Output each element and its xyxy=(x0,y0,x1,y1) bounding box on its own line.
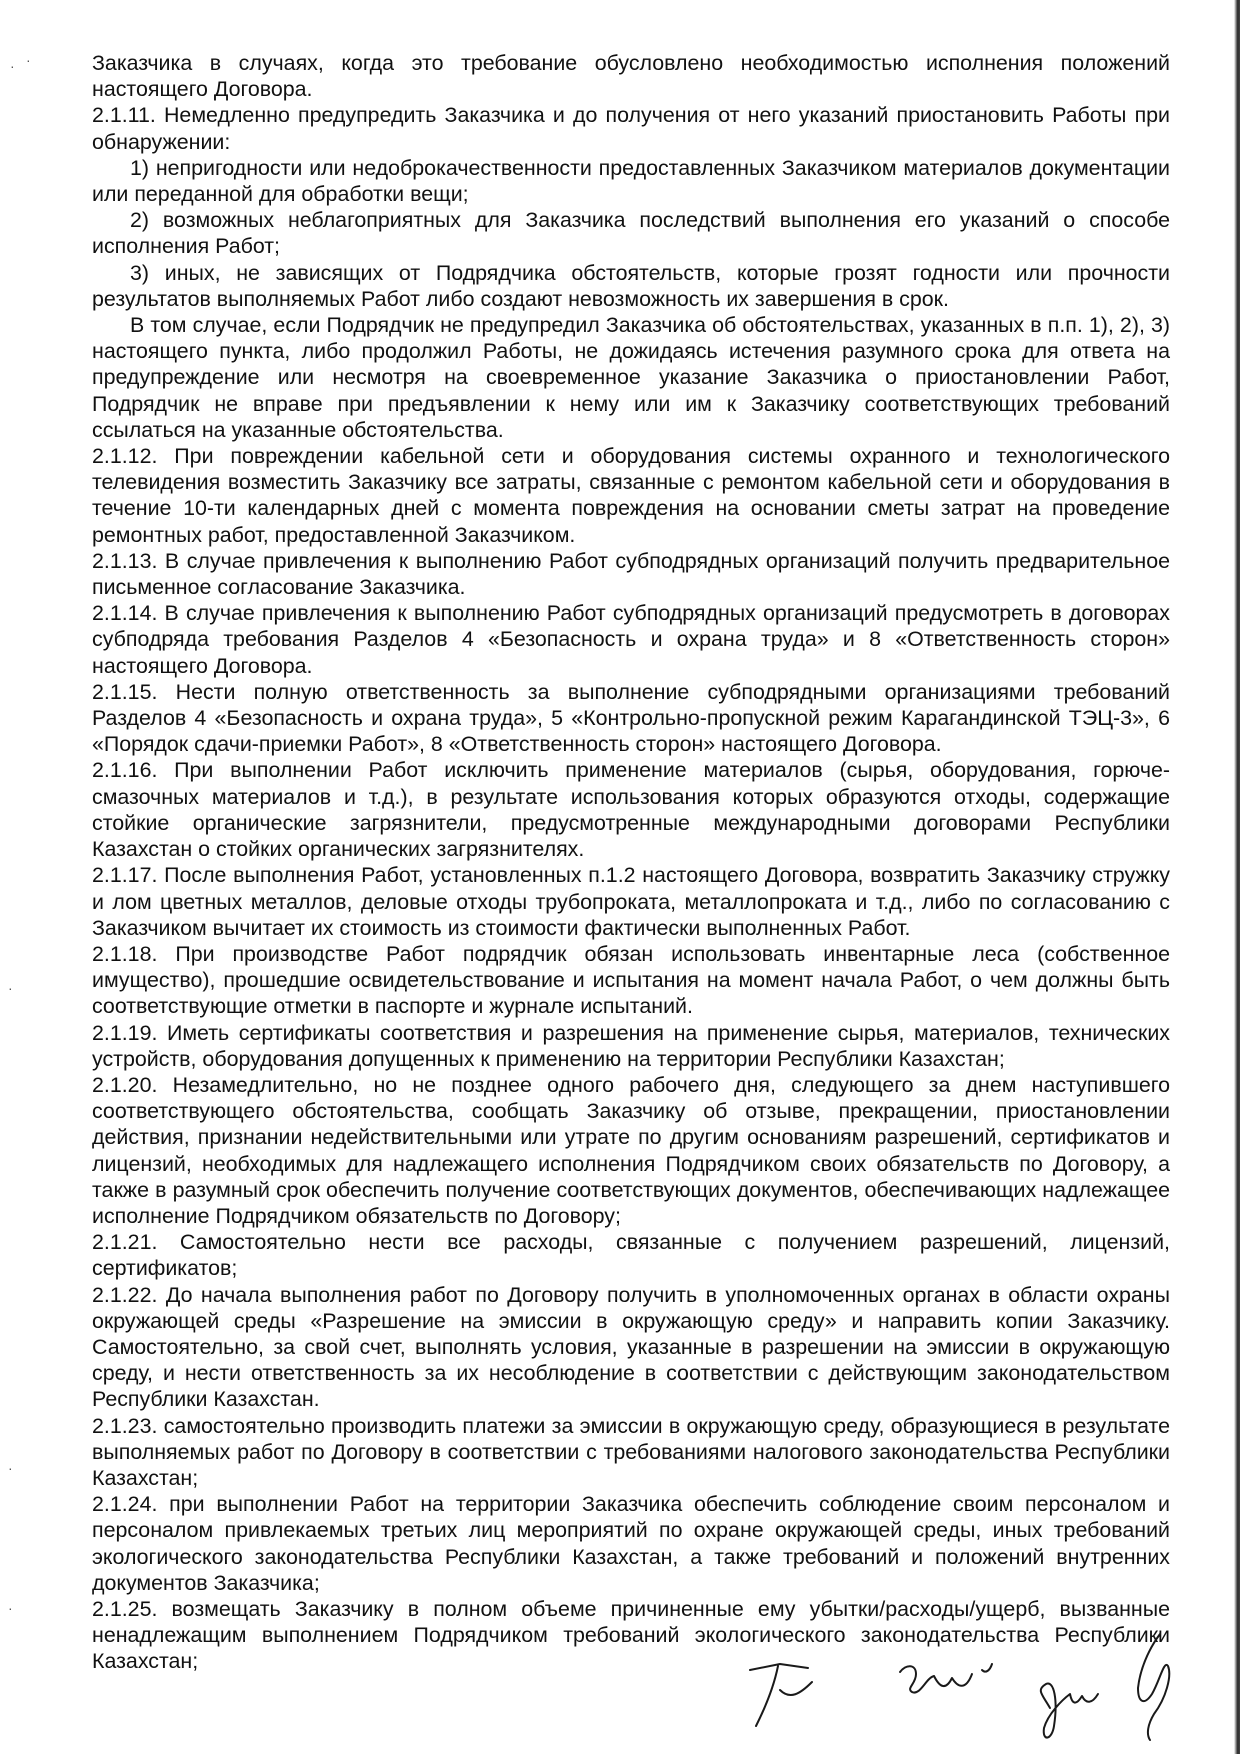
list-item-1: 1) непригодности или недоброкачественности предоставленных Заказчиком материалов документации или переданной для обработки вещи; xyxy=(92,155,1170,207)
clause-2-1-24: 2.1.24. при выполнении Работ на территории Заказчика обеспечить соблюдение своим персоналом и персоналом привлекаемых третьих лиц мероприятий по охране окружающей среды, иных требований экологического законодательства Республики Казахстан, а также требований и положений внутренних документов Заказчика; xyxy=(92,1492,1170,1595)
document-body xyxy=(92,50,1170,1675)
paragraph: В том случае, если Подрядчик не предупредил Заказчика об обстоятельствах, указанных в п.п. 1), 2), 3) настоящего пункта, либо продолжил Работы, не дожидаясь истечения разумного срока для ответа на предупреждение или несмотря на своевременное указание Заказчика о приостановлении Работ, Подрядчик не вправе при предъявлении к нему или им к Заказчику соответствующих требований ссылаться на указанные обстоятельства. xyxy=(92,313,1170,442)
margin-dot: · xyxy=(8,980,13,996)
clause-2-1-15: 2.1.15. Нести полную ответственность за выполнение субподрядными организациями требований Разделов 4 «Безопасность и охрана труда», 5 «Контрольно-пропускной режим Карагандинской ТЭЦ-3», 6 «Порядок сдачи-приемки Работ», 8 «Ответственность сторон» настоящего Договора. xyxy=(92,679,1170,757)
clause-2-1-17: 2.1.17. После выполнения Работ, установленных п.1.2 настоящего Договора, возвратить Заказчику стружку и лом цветных металлов, деловые отходы трубопроката, металлопроката и т.д., либо по согласованию с Заказчиком вычитает их стоимость из стоимости фактически выполненных Работ. xyxy=(92,863,1170,940)
clause-2-1-21: 2.1.21. Самостоятельно нести все расходы, связанные с получением разрешений, лицензий, сертификатов; xyxy=(92,1230,1170,1281)
margin-dot: · xyxy=(8,1460,13,1476)
clause-2-1-20: 2.1.20. Незамедлительно, но не позднее одного рабочего дня, следующего за днем наступившего соответствующего обстоятельства, сообщать Заказчику об отзыве, прекращении, приостановлении действия, признании недействительными или утрате по другим основаниям разрешений, сертификатов и лицензий, необходимых для надлежащего исполнения Подрядчиком своих обязательств по Договору, а также в разумный срок обеспечить получение соответствующих документов, обеспечивающих надлежащее исполнение Подрядчиком обязательств по Договору; xyxy=(92,1072,1170,1228)
clause-2-1-22: 2.1.22. До начала выполнения работ по Договору получить в уполномоченных органах в области охраны окружающей среды «Разрешение на эмиссии в окружающую среду» и направить копии Заказчику. Самостоятельно, за свой счет, выполнять условия, указанные в разрешении на эмиссии в окружающую среду, и нести ответственность за их несоблюдение в соответствии с действующим законодательством Республики Казахстан. xyxy=(92,1282,1170,1412)
clause-2-1-25: 2.1.25. возмещать Заказчику в полном объеме причиненные ему убытки/расходы/ущерб, вызванные ненадлежащим выполнением Подрядчиком требований экологического законодательства Республики Казахстан; xyxy=(92,1596,1170,1674)
clause-2-1-12: 2.1.12. При повреждении кабельной сети и оборудования системы охранного и технологического телевидения возместить Заказчику все затраты, связанные с ремонтом кабельной сети и оборудования в течение 10-ти календарных дней с момента повреждения на основании сметы затрат на проведение ремонтных работ, предоставленной Заказчиком. xyxy=(92,444,1170,547)
clause-2-1-19: 2.1.19. Иметь сертификаты соответствия и разрешения на применение сырья, материалов, технических устройств, оборудования допущенных к применению на территории Республики Казахстан; xyxy=(92,1020,1170,1071)
clause-2-1-16: 2.1.16. При выполнении Работ исключить применение материалов (сырья, оборудования, горюче-смазочных материалов и т.д.), в результате использования которых образуются отходы, содержащие стойкие органические загрязнители, предусмотренные международными договорами Республики Казахстан о стойких органических загрязнителях. xyxy=(92,758,1170,862)
margin-dot: · xyxy=(10,58,15,74)
margin-dot: · xyxy=(26,52,31,68)
list-item-2: 2) возможных неблагоприятных для Заказчика последствий выполнения его указаний о способе исполнения Работ; xyxy=(92,208,1170,259)
clause-2-1-18: 2.1.18. При производстве Работ подрядчик обязан использовать инвентарные леса (собственное имущество), прошедшие освидетельствование и испытания на момент начала Работ, о чем должны быть соответствующие отметки в паспорте и журнале испытаний. xyxy=(92,941,1170,1019)
list-item-3: 3) иных, не зависящих от Подрядчика обстоятельств, которые грозят годности или прочности результатов выполняемых Работ либо создают невозможность их завершения в срок. xyxy=(92,260,1170,311)
paragraph: Заказчика в случаях, когда это требование обусловлено необходимостью исполнения положений настоящего Договора. xyxy=(92,51,1170,102)
margin-marks xyxy=(0,0,40,1754)
clause-2-1-14: 2.1.14. В случае привлечения к выполнению Работ субподрядных организаций предусмотреть в договорах субподряда требования Разделов 4 «Безопасность и охрана труда» и 8 «Ответственность сторон» настоящего Договора. xyxy=(92,601,1170,678)
margin-dot: · xyxy=(8,1600,13,1616)
signatures xyxy=(720,1630,1200,1754)
clause-2-1-13: 2.1.13. В случае привлечения к выполнению Работ субподрядных организаций получить предварительное письменное согласование Заказчика. xyxy=(92,548,1170,600)
clause-2-1-23: 2.1.23. самостоятельно производить платежи за эмиссии в окружающую среду, образующиеся в результате выполняемых работ по Договору в соответствии с требованиями налогового законодательства Республики Казахстан; xyxy=(92,1413,1170,1490)
handwritten-initials xyxy=(720,1630,1200,1754)
clause-2-1-11: 2.1.11. Немедленно предупредить Заказчика и до получения от него указаний приостановить Работы при обнаружении: xyxy=(92,103,1170,154)
scan-edge xyxy=(1234,0,1240,1754)
